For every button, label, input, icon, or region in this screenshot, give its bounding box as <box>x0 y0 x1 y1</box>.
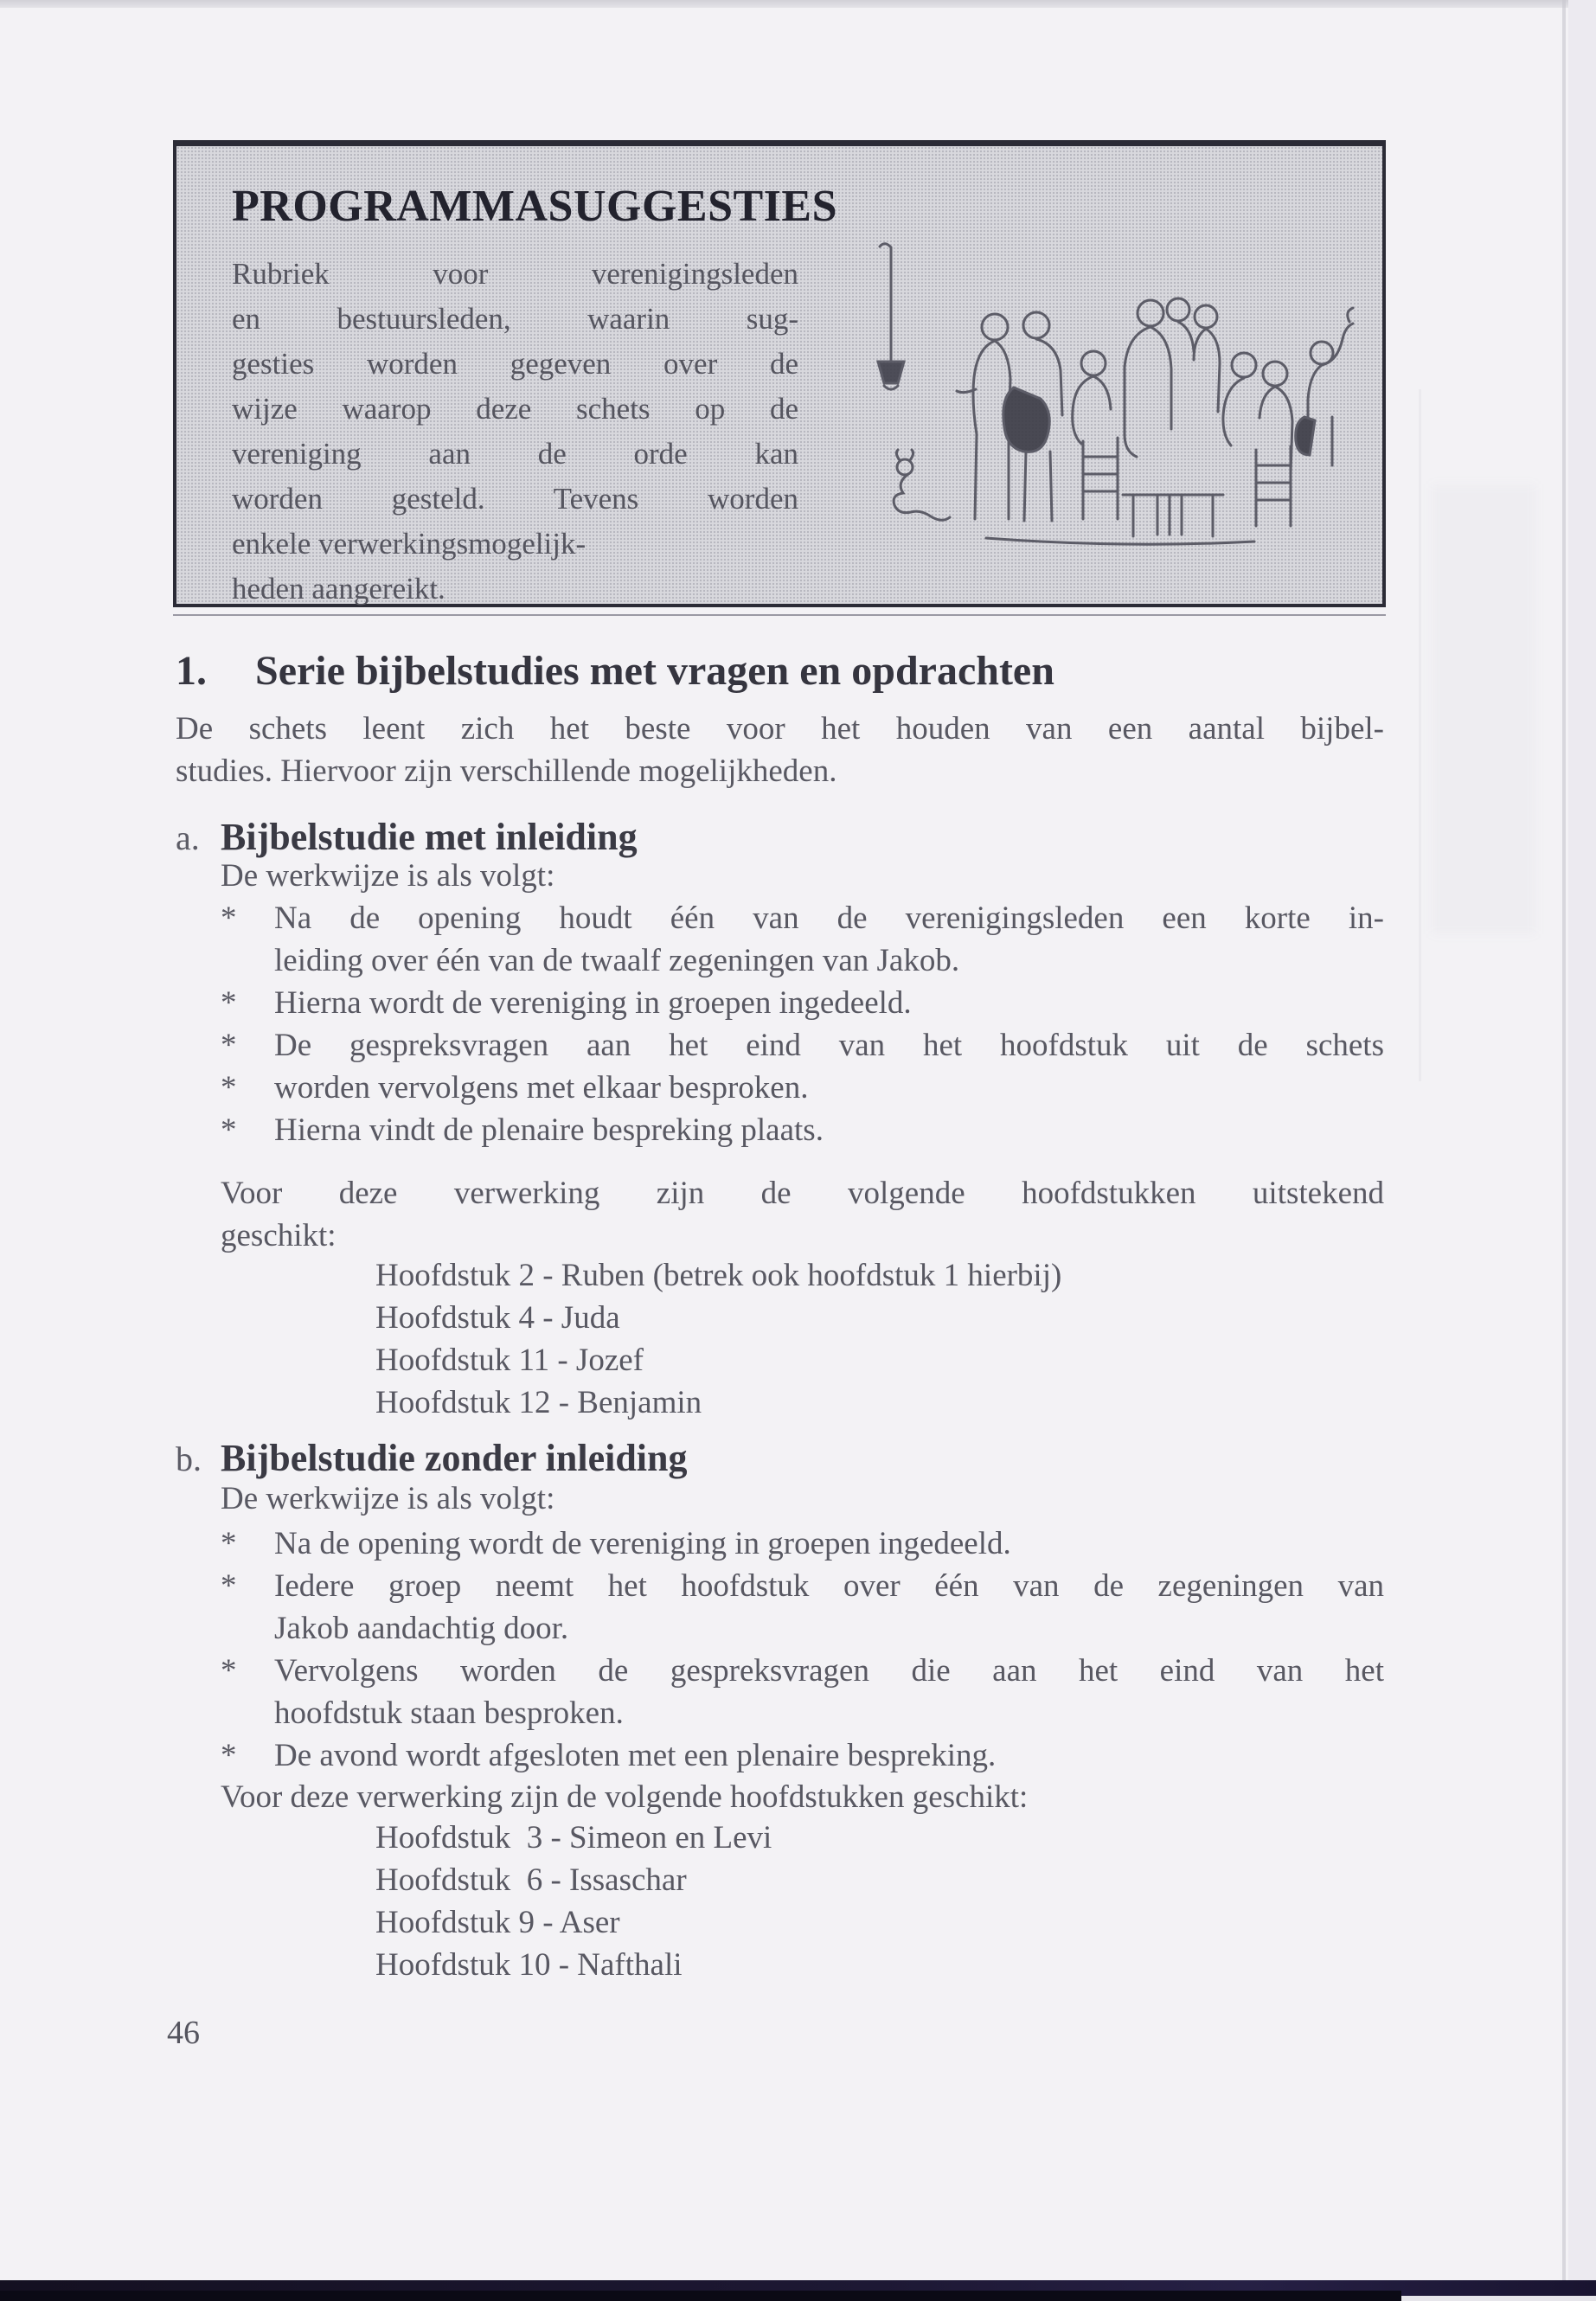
list-item <box>221 1565 1384 1650</box>
chapter-item: Hoofdstuk 6 - Issaschar <box>375 1862 687 1898</box>
list-item <box>221 1650 1384 1734</box>
text-line: Hierna vindt de plenaire bespreking plaats. <box>274 1112 824 1148</box>
text-line: heden aangereikt. <box>232 572 445 606</box>
show-through-smudge <box>1432 484 1535 934</box>
list-item <box>221 897 1384 982</box>
scan-top-strip <box>0 0 1596 8</box>
text-line: Hierna wordt de vereniging in groepen ingedeeld. <box>274 985 912 1021</box>
asterisk-bullet: * <box>221 1526 237 1561</box>
asterisk-bullet: * <box>221 1112 237 1148</box>
scan-bottom-corner <box>1401 2296 1596 2301</box>
text-line: De werkwijze is als volgt: <box>221 1481 555 1516</box>
subsection-b-label: b. <box>176 1439 202 1478</box>
text-line: Iedere groep neemt het hoofdstuk over één van de zegeningen van <box>274 1568 1384 1604</box>
text-line: Voor deze verwerking zijn de volgende hoofdstukken uitstekend <box>221 1176 1384 1211</box>
asterisk-bullet: * <box>221 985 237 1021</box>
text-line: Na de opening wordt de vereniging in groepen ingedeeld. <box>274 1526 1011 1561</box>
text-line: De avond wordt afgesloten met een plenaire bespreking. <box>274 1738 997 1773</box>
text-line: Voor deze verwerking zijn de volgende hoofdstukken geschikt: <box>221 1779 1029 1815</box>
list-item <box>221 1109 1384 1151</box>
subsection-a-bullets <box>221 897 1384 1151</box>
text-line: en bestuursleden, waarin sug- <box>232 302 798 336</box>
asterisk-bullet: * <box>221 1070 237 1106</box>
subsection-a-lead <box>221 855 1384 897</box>
asterisk-bullet: * <box>221 1568 237 1604</box>
subsection-b-closing <box>221 1776 1384 1818</box>
subsection-b-chapter-list <box>375 1817 1379 1986</box>
chapter-item: Hoofdstuk 10 - Nafthali <box>375 1947 683 1983</box>
text-line: geschikt: <box>221 1218 337 1253</box>
section-intro <box>176 708 1384 792</box>
text-line: De schets leent zich het beste voor het houden van een aantal bijbel- <box>176 711 1384 747</box>
chapter-item: Hoofdstuk 9 - Aser <box>375 1905 620 1940</box>
subsection-a-chapter-list <box>375 1254 1379 1424</box>
chapter-item: Hoofdstuk 3 - Simeon en Levi <box>375 1820 772 1856</box>
chapter-item: Hoofdstuk 4 - Juda <box>375 1300 620 1336</box>
text-line: De gespreksvragen aan het eind van het hoofdstuk uit de schets <box>274 1028 1384 1063</box>
subsection-a-heading <box>176 815 1384 859</box>
text-line: gesties worden gegeven over de <box>232 347 798 381</box>
list-item <box>221 1067 1384 1109</box>
section-number: 1. <box>176 648 207 694</box>
page-right-shade <box>1568 0 1596 2301</box>
text-line: leiding over één van de twaalf zegeningen van Jakob. <box>274 943 960 978</box>
subsection-b-bullets <box>221 1522 1384 1777</box>
asterisk-bullet: * <box>221 1738 237 1773</box>
subsection-b-lead <box>221 1477 1384 1520</box>
subsection-a-closing <box>221 1172 1384 1257</box>
scan-bottom-bar-dark <box>0 2291 1401 2301</box>
program-suggestions-box <box>173 140 1386 607</box>
list-item <box>221 1024 1384 1067</box>
page-number: 46 <box>167 2015 200 2051</box>
text-line: wijze waarop deze schets op de <box>232 392 798 426</box>
subsection-a-title: Bijbelstudie met inleiding <box>221 816 638 858</box>
text-line: Vervolgens worden de gespreksvragen die aan het eind van het <box>274 1653 1384 1689</box>
page-edge-line <box>1562 0 1566 2301</box>
text-line: enkele verwerkingsmogelijk- <box>232 527 586 561</box>
text-line: worden gesteld. Tevens worden <box>232 482 798 516</box>
section-heading <box>176 647 1384 695</box>
text-line: worden vervolgens met elkaar besproken. <box>274 1070 809 1106</box>
chapter-item: Hoofdstuk 2 - Ruben (betrek ook hoofdstuk 1 hierbij) <box>375 1258 1062 1293</box>
list-item <box>221 1734 1384 1777</box>
subsection-b-heading <box>176 1436 1384 1480</box>
text-line: vereniging aan de orde kan <box>232 437 798 471</box>
asterisk-bullet: * <box>221 1653 237 1689</box>
text-line: De werkwijze is als volgt: <box>221 858 555 894</box>
show-through-line <box>1419 389 1421 1081</box>
asterisk-bullet: * <box>221 901 237 936</box>
text-line: studies. Hiervoor zijn verschillende mogelijkheden. <box>176 753 837 789</box>
text-line: hoofdstuk staan besproken. <box>274 1695 624 1731</box>
text-line: Rubriek voor verenigingsleden <box>232 257 798 291</box>
group-meeting-illustration <box>865 234 1367 571</box>
chapter-item: Hoofdstuk 12 - Benjamin <box>375 1385 702 1420</box>
text-line: Na de opening houdt één van de verenigingsleden een korte in- <box>274 901 1384 936</box>
list-item <box>221 982 1384 1024</box>
text-line: Jakob aandachtig door. <box>274 1611 569 1646</box>
box-paragraph <box>232 252 798 612</box>
box-title: PROGRAMMASUGGESTIES <box>232 182 838 231</box>
section-title: Serie bijbelstudies met vragen en opdrachten <box>255 648 1054 694</box>
chapter-item: Hoofdstuk 11 - Jozef <box>375 1343 644 1378</box>
subsection-b-title: Bijbelstudie zonder inleiding <box>221 1437 688 1479</box>
list-item <box>221 1522 1384 1565</box>
asterisk-bullet: * <box>221 1028 237 1063</box>
subsection-a-label: a. <box>176 818 200 857</box>
